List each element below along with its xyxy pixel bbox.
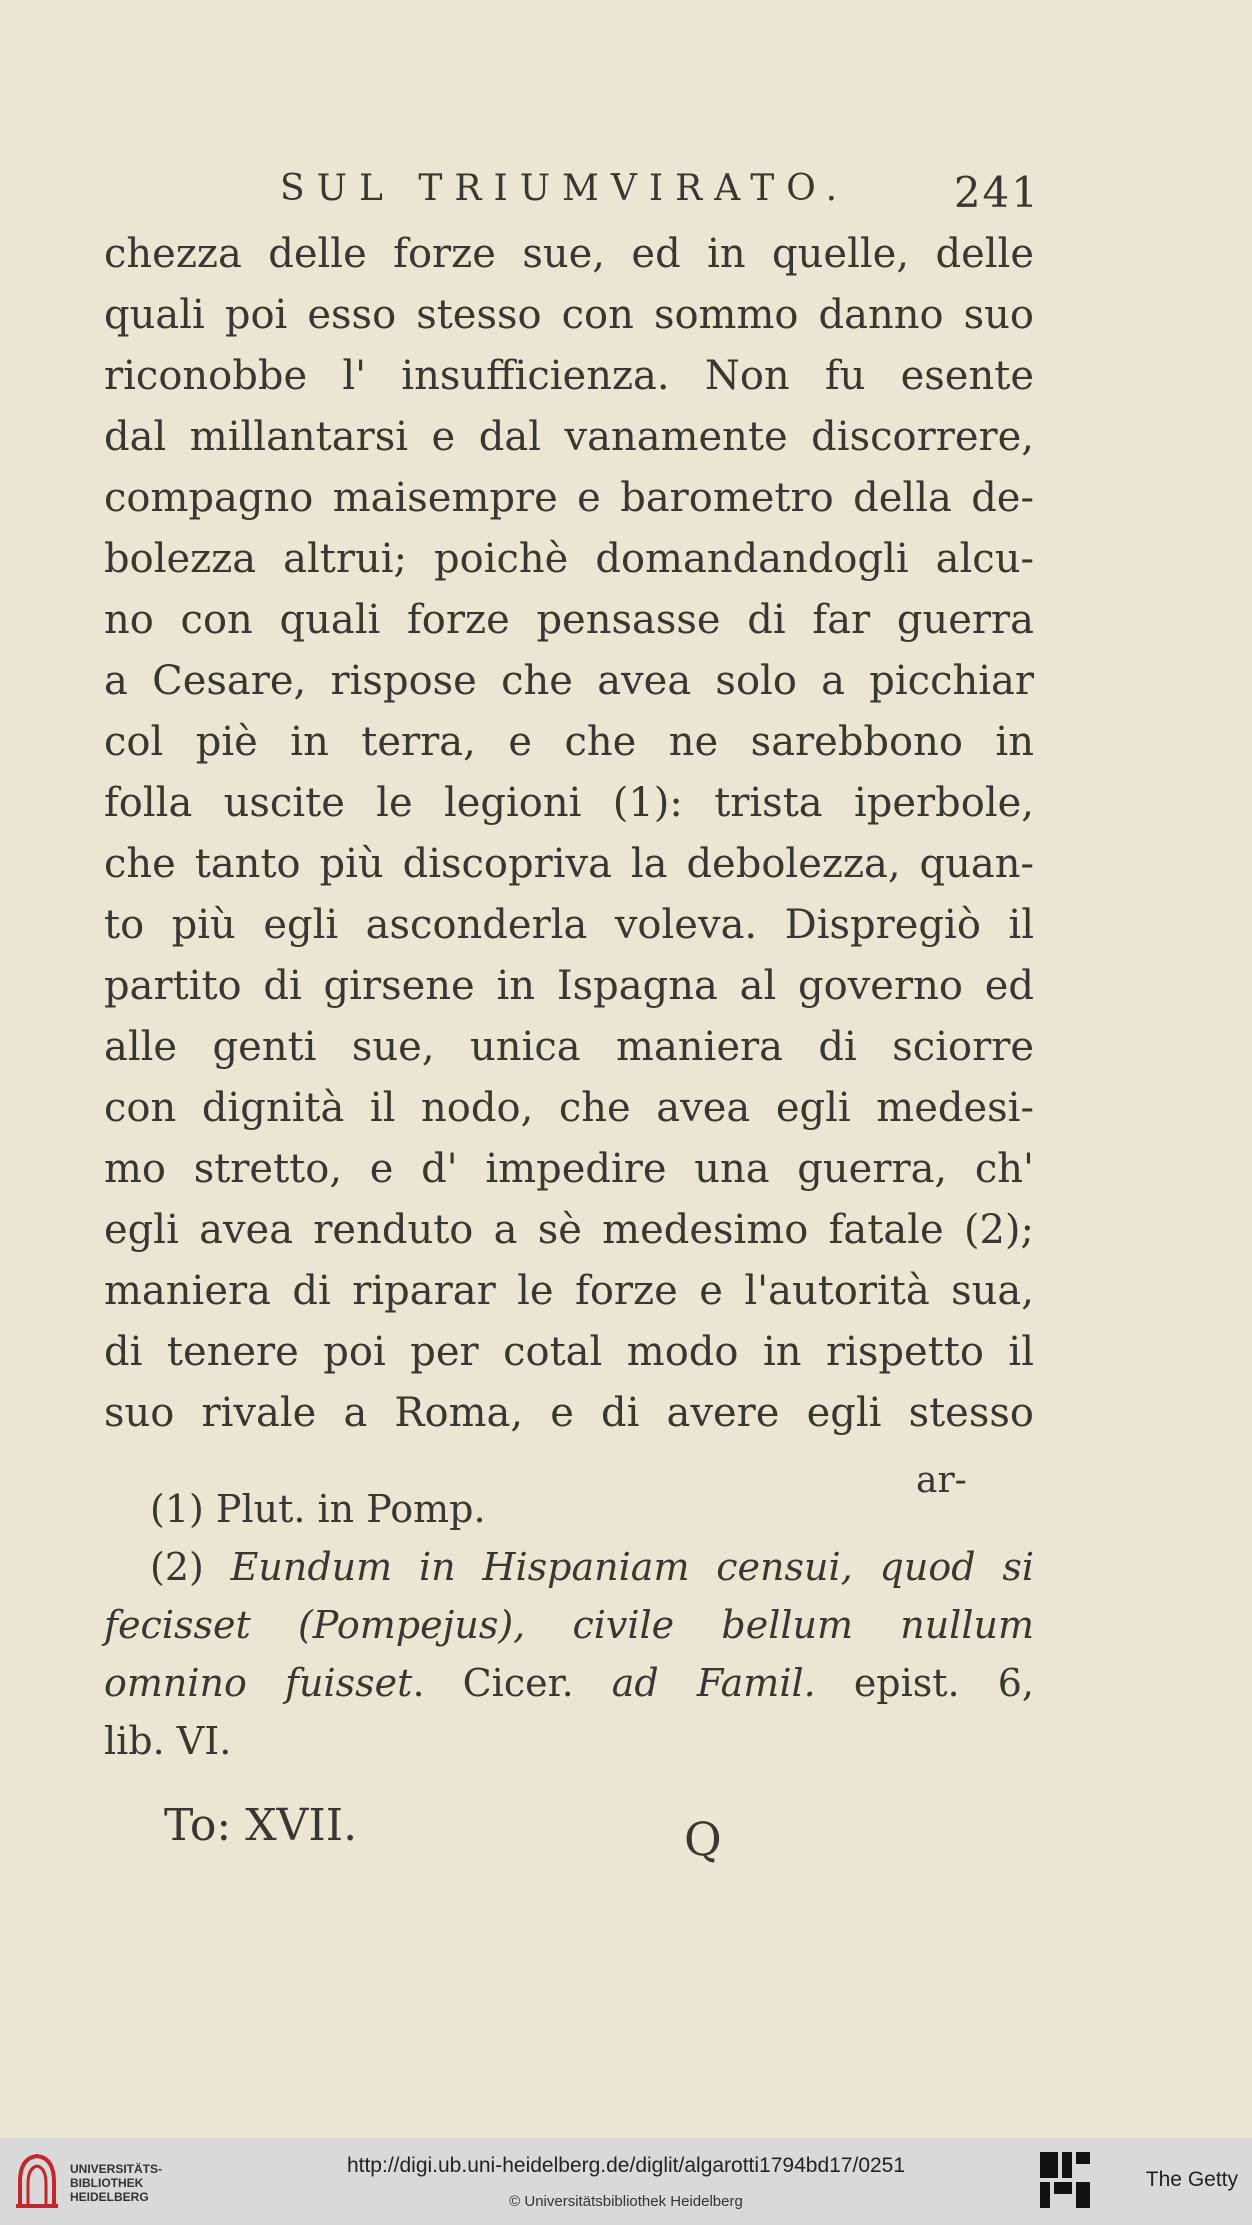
text-line: alle genti sue, unica maniera di sciorre: [104, 1024, 1034, 1070]
footnote-citation: . Cicer.: [412, 1661, 574, 1705]
running-head: [280, 168, 1040, 218]
text-line: riconobbe l' insufficienza. Non fu esente: [104, 353, 1034, 399]
text-line: con dignità il nodo, che avea egli medesi-: [104, 1085, 1034, 1131]
footnote-2-marker: (2): [150, 1545, 204, 1589]
signature-mark: Q: [684, 1812, 722, 1866]
footnotes: [104, 1480, 1034, 1770]
footnote-citation: epist. 6,: [853, 1661, 1034, 1705]
getty-logo[interactable]: [1038, 2150, 1238, 2216]
text-line: chezza delle forze sue, ed in quelle, delle: [104, 231, 1034, 277]
getty-logo-text: The Getty: [1145, 2168, 1238, 2191]
text-line: compagno maisempre e barometro della de-: [104, 475, 1034, 521]
copyright-notice: © Universitätsbibliothek Heidelberg: [509, 2193, 743, 2210]
footnote-quote: omnino fuisset: [104, 1661, 413, 1705]
text-line: egli avea renduto a sè medesimo fatale (2);: [104, 1207, 1034, 1253]
text-line: che tanto più discopriva la debolezza, quan-: [104, 841, 1034, 887]
catchword: ar-: [916, 1460, 967, 1501]
text-line: col piè in terra, e che ne sarebbono in: [104, 719, 1034, 765]
footnote-work-title: ad Famil.: [611, 1661, 816, 1705]
text-line: partito di girsene in Ispagna al governo ed: [104, 963, 1034, 1009]
getty-mark-icon: [1038, 2150, 1092, 2212]
body-text: [104, 224, 1034, 1444]
footnote-2-line: [104, 1538, 1034, 1596]
footer-bar: [0, 2138, 1252, 2225]
footnote-1: (1) Plut. in Pomp.: [150, 1487, 486, 1531]
footnote-quote: Eundum in Hispaniam censui, quod si: [230, 1545, 1034, 1589]
text-line: quali poi esso stesso con sommo danno suo: [104, 292, 1034, 338]
text-line: dal millantarsi e dal vanamente discorrere,: [104, 414, 1034, 460]
text-line: suo rivale a Roma, e di avere egli stesso: [104, 1390, 1034, 1436]
text-line: mo stretto, e d' impedire una guerra, ch': [104, 1146, 1034, 1192]
page-url-link[interactable]: http://digi.ub.uni-heidelberg.de/diglit/algarotti1794bd17/0251: [346, 2154, 906, 2177]
running-title: SUL TRIUMVIRATO.: [280, 168, 850, 209]
text-line: to più egli asconderla voleva. Dispregiò il: [104, 902, 1034, 948]
volume-signature: To: XVII.: [164, 1800, 358, 1851]
text-line: a Cesare, rispose che avea solo a picchiar: [104, 658, 1034, 704]
library-logo-text: UNIVERSITÄTS- BIBLIOTHEK HEIDELBERG: [70, 2162, 163, 2204]
text-line: bolezza altrui; poichè domandandogli alcu-: [104, 536, 1034, 582]
text-line: no con quali forze pensasse di far guerra: [104, 597, 1034, 643]
text-line: di tenere poi per cotal modo in rispetto il: [104, 1329, 1034, 1375]
footnote-2-line: lib. VI.: [104, 1719, 232, 1763]
footnote-2-line: [104, 1654, 1034, 1712]
page-number: 241: [953, 168, 1040, 217]
text-line: maniera di riparar le forze e l'autorità sua,: [104, 1268, 1034, 1314]
footnote-2-line: fecisset (Pompejus), civile bellum nullum: [104, 1603, 1034, 1647]
text-line: folla uscite le legioni (1): trista iperbole,: [104, 780, 1034, 826]
